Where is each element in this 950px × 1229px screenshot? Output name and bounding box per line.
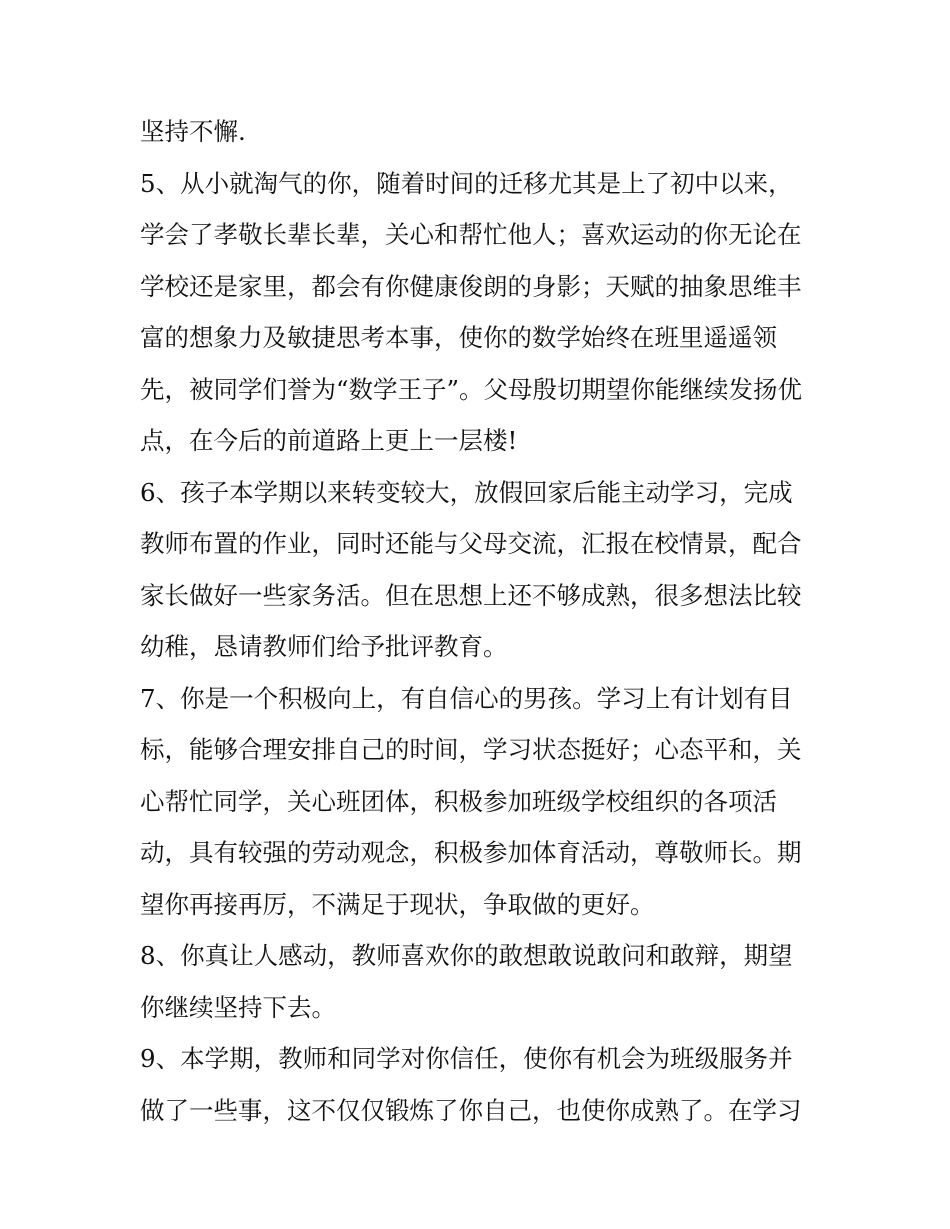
text-line: 8、你真让人感动，教师喜欢你的敢想敢说敢问和敢辩，期望 — [140, 941, 793, 970]
text-line: 望你再接再厉，不满足于现状，争取做的更好。 — [140, 889, 655, 919]
text-line: 标，能够合理安排自己的时间，学习状态挺好；心态平和，关 — [140, 735, 802, 764]
text-line: 9、本学期，教师和同学对你信任，使你有机会为班级服务并 — [140, 1044, 793, 1073]
text-line: 幼稚，恳请教师们给予批评教育。 — [140, 632, 508, 661]
text-line: 先，被同学们誉为“数学王子”。父母殷切期望你能继续发扬优 — [140, 374, 803, 404]
document-body — [140, 106, 820, 1136]
text-line: 教师布置的作业，同时还能与父母交流，汇报在校情景，配合 — [140, 529, 802, 558]
text-line: 学会了孝敬长辈长辈，关心和帮忙他人；喜欢运动的你无论在 — [140, 220, 802, 249]
text-line: 富的想象力及敏捷思考本事，使你的数学始终在班里遥遥领 — [140, 323, 777, 352]
text-line: 5、从小就淘气的你，随着时间的迁移尤其是上了初中以来， — [140, 168, 793, 198]
text-line: 家长做好一些家务活。但在思想上还不够成熟，很多想法比较 — [140, 580, 802, 610]
text-line: 6、孩子本学期以来转变较大，放假回家后能主动学习，完成 — [140, 477, 793, 507]
text-line: 学校还是家里，都会有你健康俊朗的身影；天赋的抽象思维丰 — [140, 271, 802, 301]
text-line: 做了一些事，这不仅仅锻炼了你自己，也使你成熟了。在学习 — [140, 1095, 802, 1125]
text-line: 7、你是一个积极向上，有自信心的男孩。学习上有计划有目 — [140, 683, 793, 713]
text-line: 心帮忙同学，关心班团体，积极参加班级学校组织的各项活 — [140, 786, 777, 816]
text-line: 坚持不懈. — [140, 117, 246, 146]
text-line: 你继续坚持下去。 — [140, 992, 336, 1022]
text-line: 点，在今后的前道路上更上一层楼! — [140, 426, 518, 455]
text-line: 动，具有较强的劳动观念，积极参加体育活动，尊敬师长。期 — [140, 838, 802, 867]
